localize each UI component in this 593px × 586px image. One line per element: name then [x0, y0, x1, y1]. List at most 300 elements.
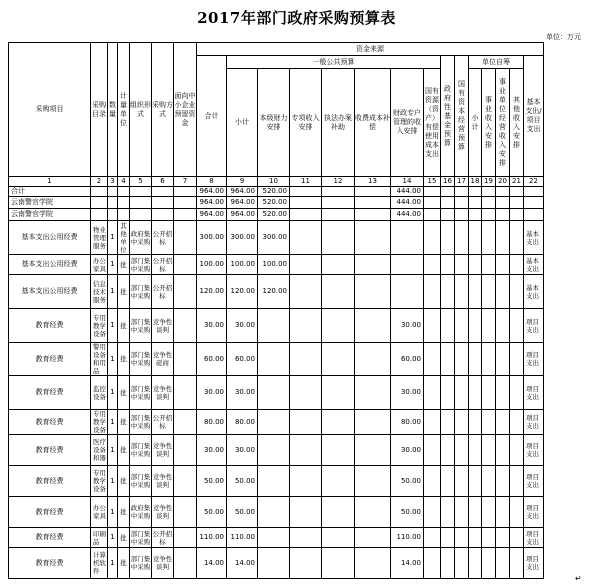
cell-empty: [355, 466, 391, 497]
table-body: [9, 187, 544, 579]
cell-empty: [174, 410, 197, 435]
cell-org: [130, 209, 152, 221]
cell-empty: [510, 343, 524, 376]
cell-qty: 1: [108, 466, 118, 497]
cell-empty: [455, 255, 469, 275]
column-number: 5: [130, 177, 152, 187]
cell-empty: [496, 548, 510, 579]
header-state-asset: 国有资源（资产）有偿使用成本支出: [424, 69, 441, 177]
table-row: [9, 376, 544, 410]
cell-empty: [441, 410, 455, 435]
cell-qty: 1: [108, 343, 118, 376]
header-catalog: 采购目录: [91, 43, 108, 177]
column-number: 12: [322, 177, 355, 187]
table-row: [9, 466, 544, 497]
cell-empty: [322, 275, 355, 309]
cell-org: 部门集中采购: [130, 256, 151, 273]
column-number: 2: [91, 177, 108, 187]
cell-empty: [496, 376, 510, 410]
cell-empty: [455, 209, 469, 221]
cell-unit: [118, 187, 130, 197]
cell-method: 竞争性磋商: [152, 343, 174, 376]
cell-empty: [469, 255, 482, 275]
cell-org: 部门集中采购: [130, 410, 152, 435]
cell-econ: 项目支出: [524, 435, 544, 466]
cell-empty: [424, 528, 441, 548]
cell-empty: [290, 528, 322, 548]
cell-unit: 批: [118, 466, 130, 497]
column-number: 22: [524, 177, 544, 187]
cell-unit: [118, 197, 130, 209]
cell-empty: [355, 275, 391, 309]
cell-fiscal: [391, 221, 424, 255]
cell-empty: [290, 255, 322, 275]
cell-empty: [510, 209, 524, 221]
cell-econ: 项目支出: [524, 497, 544, 528]
cell-econ: 基本支出: [524, 255, 544, 275]
cell-empty: [322, 197, 355, 209]
cell-empty: [424, 275, 441, 309]
cell-econ: [524, 187, 544, 197]
cell-empty: [496, 528, 510, 548]
cell-empty: [290, 275, 322, 309]
cell-sub: 964.00: [227, 187, 258, 197]
cell-empty: [510, 466, 524, 497]
unit-label: 单位：万元: [546, 33, 581, 41]
cell-empty: [424, 410, 441, 435]
cell-name: 基本支出公用经费: [9, 255, 91, 275]
cell-empty: [482, 410, 496, 435]
cell-empty: [496, 497, 510, 528]
cell-sub: 30.00: [227, 309, 258, 343]
cell-sub: 60.00: [227, 343, 258, 376]
cell-name: 教育经费: [9, 410, 91, 435]
cell-method: 公开招标: [152, 221, 174, 255]
cell-empty: [496, 197, 510, 209]
cell-empty: [510, 309, 524, 343]
table-row: [9, 343, 544, 376]
cell-org: 部门集中采购: [130, 466, 152, 497]
cell-empty: [482, 221, 496, 255]
cell-econ: 项目支出: [524, 410, 544, 435]
cell-empty: [174, 275, 197, 309]
cell-empty: [455, 197, 469, 209]
cell-cur: [258, 497, 290, 528]
cell-empty: [322, 221, 355, 255]
cell-cat: [91, 197, 108, 209]
cell-empty: [455, 221, 469, 255]
column-number: 1: [9, 177, 91, 187]
cell-empty: [424, 548, 441, 579]
cell-empty: [424, 197, 441, 209]
cell-qty: 1: [108, 309, 118, 343]
cell-empty: [355, 221, 391, 255]
cell-empty: [355, 548, 391, 579]
cell-sub: 14.00: [227, 548, 258, 579]
header-total: 合计: [197, 56, 227, 177]
cell-empty: [424, 343, 441, 376]
cell-empty: [469, 497, 482, 528]
cell-cat: 印刷品: [91, 528, 108, 548]
return-mark: ↵: [575, 574, 582, 583]
cell-method: 竞争性谈判: [152, 309, 174, 343]
cell-total: 964.00: [197, 197, 227, 209]
table-row: [9, 197, 544, 209]
table-row: [9, 528, 544, 548]
cell-empty: [469, 221, 482, 255]
column-number: 16: [441, 177, 455, 187]
column-number: 7: [174, 177, 197, 187]
cell-total: 120.00: [197, 275, 227, 309]
cell-org: 部门集中采购: [130, 275, 152, 309]
cell-method: 公开招标: [152, 529, 173, 546]
cell-qty: 1: [108, 548, 118, 579]
cell-empty: [290, 497, 322, 528]
cell-empty: [355, 309, 391, 343]
cell-total: 30.00: [197, 376, 227, 410]
cell-fiscal: 30.00: [391, 376, 424, 410]
cell-empty: [424, 376, 441, 410]
cell-cur: [258, 410, 290, 435]
cell-qty: 1: [108, 221, 118, 255]
cell-method: [152, 197, 174, 209]
cell-empty: [441, 528, 455, 548]
cell-org: 部门集中采购: [130, 376, 152, 410]
cell-qty: 1: [108, 410, 118, 435]
cell-empty: [510, 410, 524, 435]
cell-empty: [290, 309, 322, 343]
header-gov-fund: 政府性基金预算: [441, 56, 455, 177]
cell-econ: 项目支出: [524, 309, 544, 343]
column-number: 3: [108, 177, 118, 187]
cell-econ: [524, 209, 544, 221]
cell-cat: 办公家具: [91, 497, 108, 528]
cell-name: 云南警官学院: [9, 197, 91, 209]
cell-empty: [355, 528, 391, 548]
cell-empty: [482, 376, 496, 410]
cell-empty: [496, 343, 510, 376]
cell-sub: 300.00: [227, 221, 258, 255]
cell-org: 部门集中采购: [130, 529, 151, 546]
header-sme: 面向中小企业预留资金: [174, 43, 197, 177]
cell-name: 合计: [9, 187, 91, 197]
cell-econ: 项目支出: [524, 548, 544, 579]
cell-cat: [91, 209, 108, 221]
cell-empty: [482, 497, 496, 528]
procurement-table: [8, 42, 544, 579]
cell-empty: [482, 528, 496, 548]
cell-empty: [441, 343, 455, 376]
cell-empty: [174, 528, 197, 548]
cell-qty: [108, 197, 118, 209]
cell-fiscal: 444.00: [391, 209, 424, 221]
cell-empty: [496, 209, 510, 221]
cell-econ: 项目支出: [524, 376, 544, 410]
cell-empty: [455, 410, 469, 435]
cell-sub: 100.00: [227, 255, 258, 275]
cell-empty: [496, 309, 510, 343]
cell-empty: [322, 309, 355, 343]
cell-fiscal: 60.00: [391, 343, 424, 376]
column-number: 20: [496, 177, 510, 187]
cell-empty: [441, 187, 455, 197]
cell-empty: [174, 435, 197, 466]
column-number: 17: [455, 177, 469, 187]
cell-empty: [441, 221, 455, 255]
cell-empty: [174, 187, 197, 197]
header-self: 单位自筹: [469, 56, 524, 69]
cell-empty: [174, 309, 197, 343]
cell-name: 教育经费: [9, 548, 91, 579]
cell-empty: [455, 309, 469, 343]
cell-cur: [258, 309, 290, 343]
cell-cat: [91, 187, 108, 197]
header-item: 采购项目: [9, 43, 91, 177]
column-number: 13: [355, 177, 391, 187]
cell-qty: [108, 187, 118, 197]
cell-org: 部门集中采购: [130, 435, 152, 466]
cell-empty: [455, 435, 469, 466]
cell-empty: [482, 435, 496, 466]
cell-empty: [496, 410, 510, 435]
cell-cur: [258, 376, 290, 410]
cell-total: 30.00: [197, 309, 227, 343]
cell-sub: 120.00: [227, 275, 258, 309]
cell-empty: [469, 528, 482, 548]
table-row: [9, 548, 544, 579]
cell-fiscal: 50.00: [391, 497, 424, 528]
cell-cur: 520.00: [258, 197, 290, 209]
header-self-subtotal: 小计: [469, 69, 482, 177]
cell-empty: [441, 466, 455, 497]
header-method: 采购方式: [152, 43, 174, 177]
cell-empty: [322, 497, 355, 528]
cell-method: 竞争性谈判: [152, 466, 174, 497]
cell-empty: [174, 548, 197, 579]
cell-empty: [355, 343, 391, 376]
cell-empty: [469, 275, 482, 309]
cell-cur: 300.00: [258, 221, 290, 255]
cell-empty: [441, 435, 455, 466]
cell-total: 100.00: [197, 255, 227, 275]
cell-sub: 30.00: [227, 435, 258, 466]
cell-name: 基本支出公用经费: [9, 275, 91, 309]
cell-empty: [510, 376, 524, 410]
cell-empty: [510, 275, 524, 309]
cell-unit: 其他单位: [118, 221, 130, 255]
cell-empty: [290, 187, 322, 197]
cell-method: [152, 187, 174, 197]
cell-empty: [469, 343, 482, 376]
cell-econ: 基本支出: [524, 275, 544, 309]
cell-name: 教育经费: [9, 343, 91, 376]
cell-empty: [424, 221, 441, 255]
cell-empty: [482, 255, 496, 275]
cell-econ: 项目支出: [524, 343, 544, 376]
cell-method: 公开招标: [152, 256, 173, 273]
cell-empty: [290, 548, 322, 579]
table-row: [9, 255, 544, 275]
column-number: 19: [482, 177, 496, 187]
cell-empty: [322, 466, 355, 497]
cell-fiscal: 444.00: [391, 187, 424, 197]
table-row: [9, 187, 544, 197]
cell-empty: [355, 410, 391, 435]
cell-empty: [424, 309, 441, 343]
cell-empty: [455, 528, 469, 548]
header-self-biz: 事业收入安排: [482, 69, 496, 177]
cell-empty: [482, 548, 496, 579]
cell-fiscal: 110.00: [391, 528, 424, 548]
cell-empty: [441, 197, 455, 209]
cell-cur: 100.00: [258, 255, 290, 275]
header-qty: 数量: [108, 43, 118, 177]
cell-cur: 520.00: [258, 187, 290, 197]
cell-total: 60.00: [197, 343, 227, 376]
cell-empty: [441, 376, 455, 410]
cell-sub: 80.00: [227, 410, 258, 435]
cell-cur: [258, 343, 290, 376]
cell-empty: [441, 548, 455, 579]
cell-name: 教育经费: [9, 528, 91, 548]
cell-empty: [510, 497, 524, 528]
cell-empty: [441, 497, 455, 528]
cell-qty: 1: [108, 497, 118, 528]
cell-econ: [524, 197, 544, 209]
header-law: 执法办案补助: [322, 69, 355, 177]
cell-empty: [510, 435, 524, 466]
cell-empty: [174, 209, 197, 221]
cell-empty: [290, 197, 322, 209]
cell-empty: [482, 209, 496, 221]
cell-empty: [424, 497, 441, 528]
column-number-row: [9, 177, 544, 187]
cell-name: 教育经费: [9, 466, 91, 497]
cell-total: 964.00: [197, 187, 227, 197]
cell-empty: [290, 435, 322, 466]
cell-empty: [355, 376, 391, 410]
column-number: 10: [258, 177, 290, 187]
cell-total: 300.00: [197, 221, 227, 255]
cell-cat: 专用教学设备: [91, 466, 108, 497]
cell-org: 政府集中采购: [130, 497, 152, 528]
cell-qty: 1: [108, 376, 118, 410]
cell-qty: 1: [108, 255, 118, 275]
cell-cat: 计算机软件: [91, 548, 108, 579]
cell-empty: [441, 255, 455, 275]
cell-empty: [496, 255, 510, 275]
cell-sub: 50.00: [227, 466, 258, 497]
cell-org: [130, 187, 152, 197]
cell-empty: [455, 466, 469, 497]
cell-name: 云南警官学院: [9, 209, 91, 221]
cell-method: 竞争性谈判: [152, 435, 174, 466]
cell-empty: [510, 221, 524, 255]
cell-empty: [482, 275, 496, 309]
cell-unit: 批: [118, 376, 130, 410]
cell-cat: 专用教学设备: [91, 309, 108, 343]
cell-total: 964.00: [197, 209, 227, 221]
cell-empty: [290, 343, 322, 376]
cell-empty: [455, 376, 469, 410]
cell-empty: [496, 275, 510, 309]
cell-qty: 1: [108, 275, 118, 309]
cell-empty: [482, 197, 496, 209]
cell-econ: 项目支出: [524, 528, 544, 548]
cell-empty: [455, 343, 469, 376]
cell-empty: [510, 548, 524, 579]
cell-empty: [441, 309, 455, 343]
cell-method: 公开招标: [152, 275, 174, 309]
header-funding: 资金来源: [197, 43, 544, 56]
cell-cat: 警用设备和用品: [91, 343, 108, 376]
cell-fiscal: 50.00: [391, 466, 424, 497]
cell-name: 教育经费: [9, 309, 91, 343]
cell-empty: [322, 435, 355, 466]
cell-name: 基本支出公用经费: [9, 221, 91, 255]
cell-empty: [174, 221, 197, 255]
cell-unit: 批: [118, 548, 130, 579]
cell-method: 公开招标: [152, 410, 174, 435]
header-special: 专项收入安排: [290, 69, 322, 177]
cell-total: 50.00: [197, 466, 227, 497]
cell-name: 教育经费: [9, 376, 91, 410]
cell-unit: 批: [118, 309, 130, 343]
cell-sub: 30.00: [227, 376, 258, 410]
cell-sub: 964.00: [227, 209, 258, 221]
cell-empty: [355, 497, 391, 528]
cell-org: 部门集中采购: [130, 309, 152, 343]
cell-empty: [174, 466, 197, 497]
cell-empty: [290, 410, 322, 435]
cell-cat: 办公家具: [91, 255, 108, 275]
column-number: 9: [227, 177, 258, 187]
cell-empty: [355, 255, 391, 275]
cell-empty: [510, 528, 524, 548]
cell-qty: [108, 209, 118, 221]
cell-empty: [290, 376, 322, 410]
cell-qty: 1: [108, 528, 118, 548]
table-row: [9, 435, 544, 466]
cell-empty: [441, 209, 455, 221]
cell-empty: [469, 410, 482, 435]
cell-cur: 520.00: [258, 209, 290, 221]
cell-org: [130, 197, 152, 209]
cell-empty: [510, 255, 524, 275]
cell-org: 部门集中采购: [130, 343, 152, 376]
header-self-ops: 事业单位经营收入安排: [496, 69, 510, 177]
cell-method: 竞争性谈判: [152, 376, 174, 410]
cell-total: 30.00: [197, 435, 227, 466]
cell-empty: [355, 187, 391, 197]
cell-empty: [355, 197, 391, 209]
cell-cat: 物业管理服务: [91, 221, 108, 255]
cell-org: 政府集中采购: [130, 221, 152, 255]
header-fee: 收费成本补偿: [355, 69, 391, 177]
cell-empty: [469, 187, 482, 197]
cell-empty: [174, 497, 197, 528]
cell-method: [152, 209, 174, 221]
cell-unit: 批: [118, 497, 130, 528]
header-subtotal: 小计: [227, 69, 258, 177]
cell-empty: [424, 209, 441, 221]
cell-fiscal: [391, 255, 424, 275]
table-row: [9, 209, 544, 221]
column-number: 8: [197, 177, 227, 187]
cell-empty: [322, 343, 355, 376]
table-row: [9, 221, 544, 255]
cell-cat: 医疗设备和器: [91, 435, 108, 466]
